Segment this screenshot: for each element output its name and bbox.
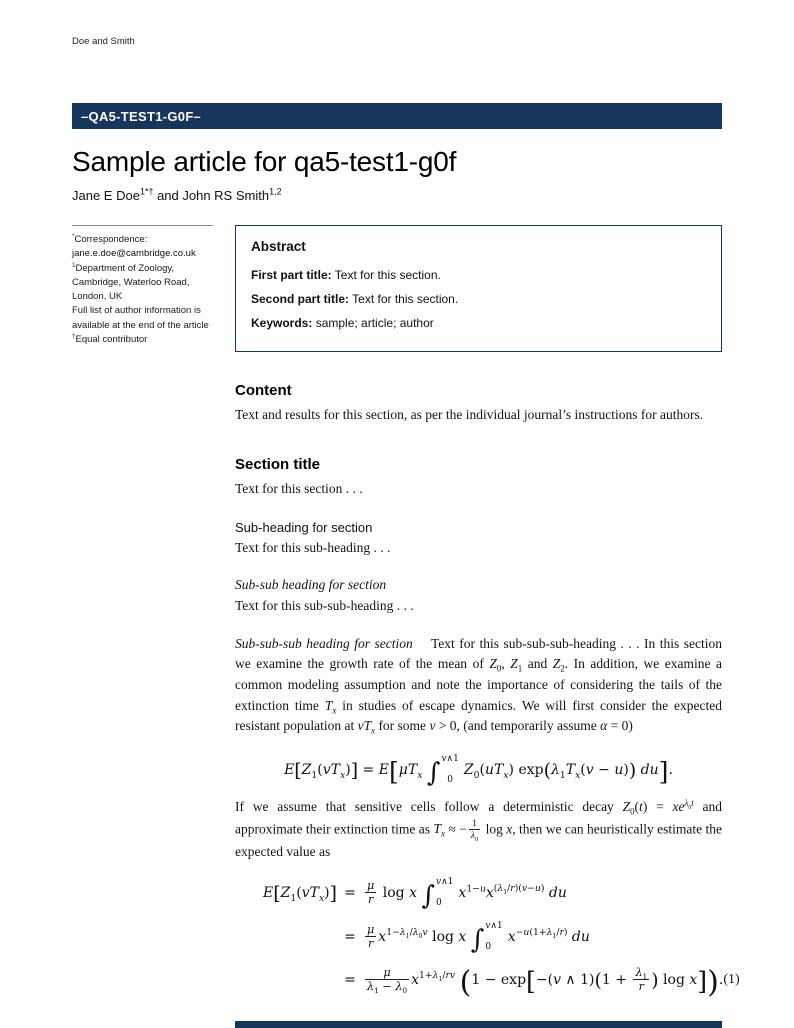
subsubsection-heading: Sub-sub heading for section	[235, 577, 387, 593]
main-column	[235, 225, 740, 1000]
abstract-keywords	[251, 314, 706, 332]
equation-number: (1)	[723, 971, 740, 987]
paragraph-with-runin-heading	[235, 634, 722, 737]
correspondence-block	[72, 225, 213, 993]
abstract-part-text: Text for this section.	[352, 292, 459, 307]
equals-sign: =	[344, 884, 356, 901]
subsection-body: Text for this sub-heading . . .	[235, 539, 391, 555]
equation-line-3: $\frac{\mu}{\lambda_1 - \lambda_0}$ $x^{1+\lambda_1/rv}$ (1 − exp[−(v ∧ 1)(1 + $\frac{\lambda_1}{r}$ ) log x]).	[367, 964, 724, 1000]
equals-sign: =	[344, 928, 356, 945]
running-header: Doe and Smith	[72, 36, 135, 47]
correspondence-label: *Correspondence:	[72, 232, 148, 245]
abstract-box	[235, 225, 722, 352]
abstract-part-first	[251, 266, 706, 284]
author-info-note: Full list of author information is available at the end of the article	[72, 305, 209, 331]
footer-bar	[235, 1021, 722, 1028]
abstract-part-label: Second part title:	[251, 292, 350, 307]
keywords-text: sample; article; author	[315, 316, 434, 331]
series-banner: –QA5-TEST1-G0F–	[72, 103, 722, 129]
equation-line-2: $\frac{\mu}{r}$ $x^{1-\lambda_1/\lambda_0v}$ log x ∫ v∧1 0 $x^{-u(1+\lambda_1/r)}$ du	[367, 920, 590, 955]
abstract-part-text: Text for this section.	[334, 268, 441, 283]
two-column-layout	[72, 225, 740, 1000]
keywords-label: Keywords:	[251, 316, 313, 331]
section-body: Text for this section . . .	[235, 480, 363, 496]
subsection-heading: Sub-heading for section	[235, 519, 373, 535]
equal-contributor-note: †Equal contributor	[72, 332, 148, 345]
affiliation: $^1$Department of Zoology, Cambridge, Waterloo Road, London, UK	[72, 261, 190, 302]
content-body: Text and results for this section, as per the individual journal’s instructions for authors.	[235, 407, 704, 423]
content-heading: Content	[235, 382, 292, 400]
paragraph-heading: Sub-sub-sub heading for section	[235, 635, 413, 651]
after-equation-paragraph: If we assume that sensitive cells follow a deterministic decay $Z_0(t) = xe^{\lambda_0t}$ and approximate their extinction time as $T_x$ ≈ − $\frac{1}{\lambda_0}$ log x, then we can heuristically estimate the expected value as	[235, 797, 722, 859]
equation-lhs: $E[Z_1(vT_x)]$	[263, 882, 338, 905]
correspondence-email[interactable]: jane.e.doe@cambridge.co.uk	[72, 248, 196, 260]
equation-line-1: $\frac{\mu}{r}$ log x ∫ v∧1 0 $x^{1-u}x^{(\lambda_1/r)(v-u)}$ du	[367, 876, 567, 911]
page-title: Sample article for qa5-test1-g0f	[72, 146, 457, 177]
equals-sign: =	[344, 971, 356, 988]
abstract-part-label: First part title:	[251, 268, 332, 283]
display-equation: $E[Z_1(vT_x)] = E[\mu T_x$ ∫ v∧1 0 $Z_0(uT_x) \exp(\lambda_1T_x(v - u))$ du].	[284, 754, 673, 789]
abstract-heading: Abstract	[251, 239, 306, 254]
abstract-part-second	[251, 290, 706, 308]
subsubsection-body: Text for this sub-sub-heading . . .	[235, 598, 414, 614]
section-heading: Section title	[235, 455, 321, 473]
authors-line: Jane E Doe$^{1*\dagger}$ and John RS Smith$^{1,2}$	[72, 186, 282, 203]
aligned-equation-group	[235, 876, 740, 1000]
paragraph-body: Text for this sub-sub-sub-heading . . . In this section we examine the growth rate of the mean of $Z_0$, $Z_1$ and $Z_2$. In addition, we examine a common modeling assumption and note the importance of considering the tails of the extinction time $T_x$ in studies of escape dynamics. We will first consider the expected resistant population at $vT_x$ for some v > 0, (and temporarily assume α = 0)	[235, 635, 723, 737]
